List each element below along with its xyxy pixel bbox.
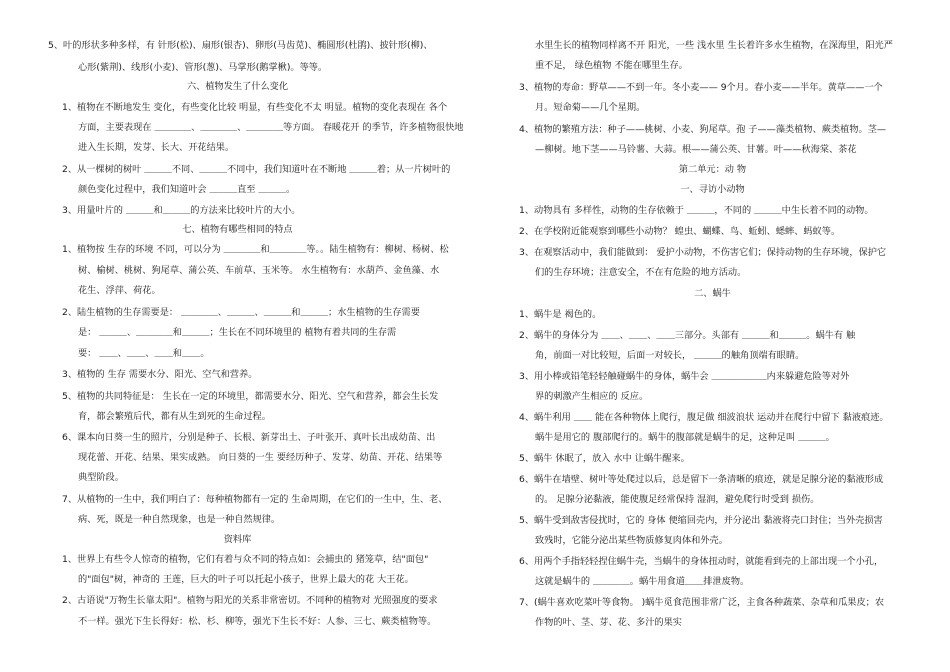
text-line: 6、蜗牛在墙壁、树叶等处爬过以后，总是留下一条清晰的痕迹，就是足腺分泌的黏液形成 <box>519 474 884 485</box>
text-line: 育，都会繁殖后代，都有从生到死的生命过程。 <box>78 411 271 422</box>
text-line: 1、世界上有些令人惊奇的植物，它们有着与众不同的特点如：会捕虫的 猪笼草，结"面包" <box>62 554 429 565</box>
text-line: 5、植物的共同特征是： 生长在一定的环境里，都需要水分、阳光、空气和营养，都会生长发 <box>62 391 439 402</box>
text-line: 3、用小棒或铅笔轻轻触碰蜗牛的身体，蜗牛会 ＿＿＿＿＿＿内来躲避危险等对外 <box>519 371 850 382</box>
text-line: 蜗牛是用它的 腹部爬行的。蜗牛的腹部就是蜗牛的足，这种足叫 ＿＿＿。 <box>535 432 835 443</box>
text-line: 月。短命菊——几个星期。 <box>535 102 646 113</box>
text-line: 1、植物按 生存的环境 不同，可以分为 ＿＿＿＿和＿＿＿＿等。。陆生植物有：柳树、杨树、松 <box>62 244 449 255</box>
text-line: 2、在学校附近能观察到哪些小动物？ 蝗虫、蝴蝶、鸟、蚯蚓、蟋蟀、蚂蚁等。 <box>519 226 841 237</box>
text-line: 1、植物在不断地发生 变化，有些变化比较 明显，有些变化不太 明显。植物的变化表现在 各个 <box>62 102 448 113</box>
text-line: 3、在观察活动中，我们能做到： 爱护小动物，不伤害它们；保持动物的生存环境，保护它 <box>519 247 887 258</box>
unit-heading: 第二单元：动 物 <box>678 164 747 175</box>
text-line: 5、蜗牛 休眠了，放入 水中 让蜗牛醒来。 <box>519 453 690 464</box>
text-line: 不一样。强光下生长得好：松、杉、柳等，强光下生长不好：人参、三七、蕨类植物等。 <box>78 616 437 627</box>
text-line: 重不足， 绿色植物 不能在哪里生存。 <box>535 60 688 71</box>
section-heading: 六、植物发生了什么变化 <box>186 81 289 92</box>
text-line: 3、植物的 生存 需要水分、阳光、空气和营养。 <box>62 369 258 380</box>
text-line: 4、蜗牛利用 ＿＿ 能在各种物体上爬行，腹足做 细波浪状 运动并在爬行中留下 黏液痕迹。 <box>519 412 889 423</box>
text-line: 1、蜗牛是 褐色的。 <box>519 309 602 320</box>
text-line: 角，前面一对比较短，后面一对较长， ＿＿＿的触角顶端有眼睛。 <box>535 350 805 361</box>
text-line: 方面，主要表现在 ＿＿＿＿、＿＿＿＿、＿＿＿＿等方面。 春暖花开 的季节，许多植物很快地 <box>78 122 464 133</box>
text-line: 现花蕾、开花、结果、果实成熟。 向日葵的一生 要经历种子、发芽、幼苗、开花、结果等 <box>78 452 443 463</box>
section-heading: 七、植物有哪些相同的特点 <box>182 224 293 235</box>
text-line: 是： ＿＿＿、＿＿＿＿和＿＿＿；生长在不同环境里的 植物有着共同的生存需 <box>78 327 397 338</box>
section-heading: 一、寻访小动物 <box>680 184 745 195</box>
text-line: 颜色变化过程中，我们知道叶会 ＿＿＿直至 ＿＿＿。 <box>78 184 296 195</box>
text-line: 的"面包"树，神奇的 王莲，巨大的叶子可以托起小孩子，世界上最大的花 大王花。 <box>78 574 414 585</box>
text-line: 们的生存环境；注意安全，不在有危险的地方活动。 <box>535 267 747 278</box>
text-line: 的。 足腺分泌黏液，能使腹足经常保持 湿润，避免爬行时受到 损伤。 <box>535 494 820 505</box>
text-line: 进入生长期，发芽、长大、开花结果。 <box>78 142 235 153</box>
text-line: —柳树。地下茎——马铃薯、大蒜。根——蒲公英、甘薯。叶——秋海棠、茶花 <box>535 144 857 155</box>
text-line: 致残时，它能分泌出某些物质修复肉体和外壳。 <box>535 535 728 546</box>
section-heading: 二、蜗牛 <box>694 288 731 299</box>
text-line: 6、课本向日葵一生的照片，分别是种子、长根、新芽出土、子叶张开、真叶长出成幼苗、出 <box>62 432 436 443</box>
text-line: 病、死，既是一种自然现象，也是一种自然规律。 <box>78 514 281 525</box>
text-line: 2、陆生植物的生存需要是： ＿＿＿＿、＿＿＿、＿＿＿和＿＿＿；水生植物的生存需要 <box>62 307 420 318</box>
text-line: 花生、浮萍、荷花。 <box>78 285 161 296</box>
text-line: 5、蜗牛受到敌害侵扰时，它的 身体 便缩回壳内，并分泌出 黏液将壳口封住；当外壳损害 <box>519 515 883 526</box>
text-line: 7、从植物的一生中，我们明白了：每种植物都有一定的 生命周期，在它们的一生中，生、老、 <box>62 494 448 505</box>
text-line: 树、榆树、桃树、狗尾草、蒲公英、车前草、玉米等。 水生植物有：水葫芦、金鱼藻、水 <box>78 265 440 276</box>
text-line: 5、叶的形状多种多样，有 针形(松)、扇形(银杏)、卵形(马齿苋)、椭圆形(杜鹃)、披针形(柳)、 <box>48 40 433 51</box>
text-line: 水里生长的植物同样离不开 阳光，一些 浅水里 生长着许多水生植物，在深海里，阳光严 <box>535 40 893 51</box>
text-line: 3、用量叶片的 ＿＿＿和＿＿＿的方法来比较叶片的大小。 <box>62 205 301 216</box>
text-line: 2、从一棵树的树叶 ＿＿＿不同、＿＿＿不同中，我们知道叶在不断地 ＿＿＿着；从一片树叶的 <box>62 164 451 175</box>
text-line: 6、用两个手指轻轻捏住蜗牛壳，当蜗牛的身体扭动时，就能看到壳的上部出现一个小孔， <box>519 556 884 567</box>
text-line: 作物的叶、茎、芽、花、多汁的果实 <box>535 617 682 628</box>
text-line: 界的刺激产生相应的 反应。 <box>535 391 649 402</box>
text-line: 这就是蜗牛的 ＿＿＿＿。蜗牛用食道＿＿排泄废物。 <box>535 576 750 587</box>
text-line: 心形(紫荆)、线形(小麦)、管形(葱)、马掌形(鹅掌楸)。等等。 <box>78 62 328 73</box>
text-line: 4、植物的繁殖方法：种子——桃树、小麦、狗尾草。孢 子——藻类植物、蕨类植物。茎— <box>519 124 887 135</box>
text-line: 2、蜗牛的身体分为 ＿＿、＿＿、＿＿三部分。头部有 ＿＿＿和＿＿＿。蜗牛有 触 <box>519 330 856 341</box>
section-heading: 资料库 <box>223 534 252 545</box>
text-line: 7、(蜗牛喜欢吃菜叶等食物。 )蜗牛觅食范围非常广泛，主食各种蔬菜、杂草和瓜果皮；农 <box>519 597 885 608</box>
text-line: 3、植物的寿命：野草——不到一年。冬小麦—— 9个月。春小麦——半年。黄草——一个 <box>519 82 883 93</box>
text-line: 典型阶段。 <box>78 472 124 483</box>
text-line: 要： ＿＿、＿＿、＿＿和＿＿。 <box>78 348 210 359</box>
text-line: 1、动物具有 多样性，动物的生存依赖于 ＿＿＿，不同的 ＿＿＿中生长着不同的动物。 <box>519 205 874 216</box>
text-line: 2、古语说"万物生长靠太阳"。植物与阳光的关系非常密切。不同种的植物对 光照强度的要求 <box>62 595 438 606</box>
